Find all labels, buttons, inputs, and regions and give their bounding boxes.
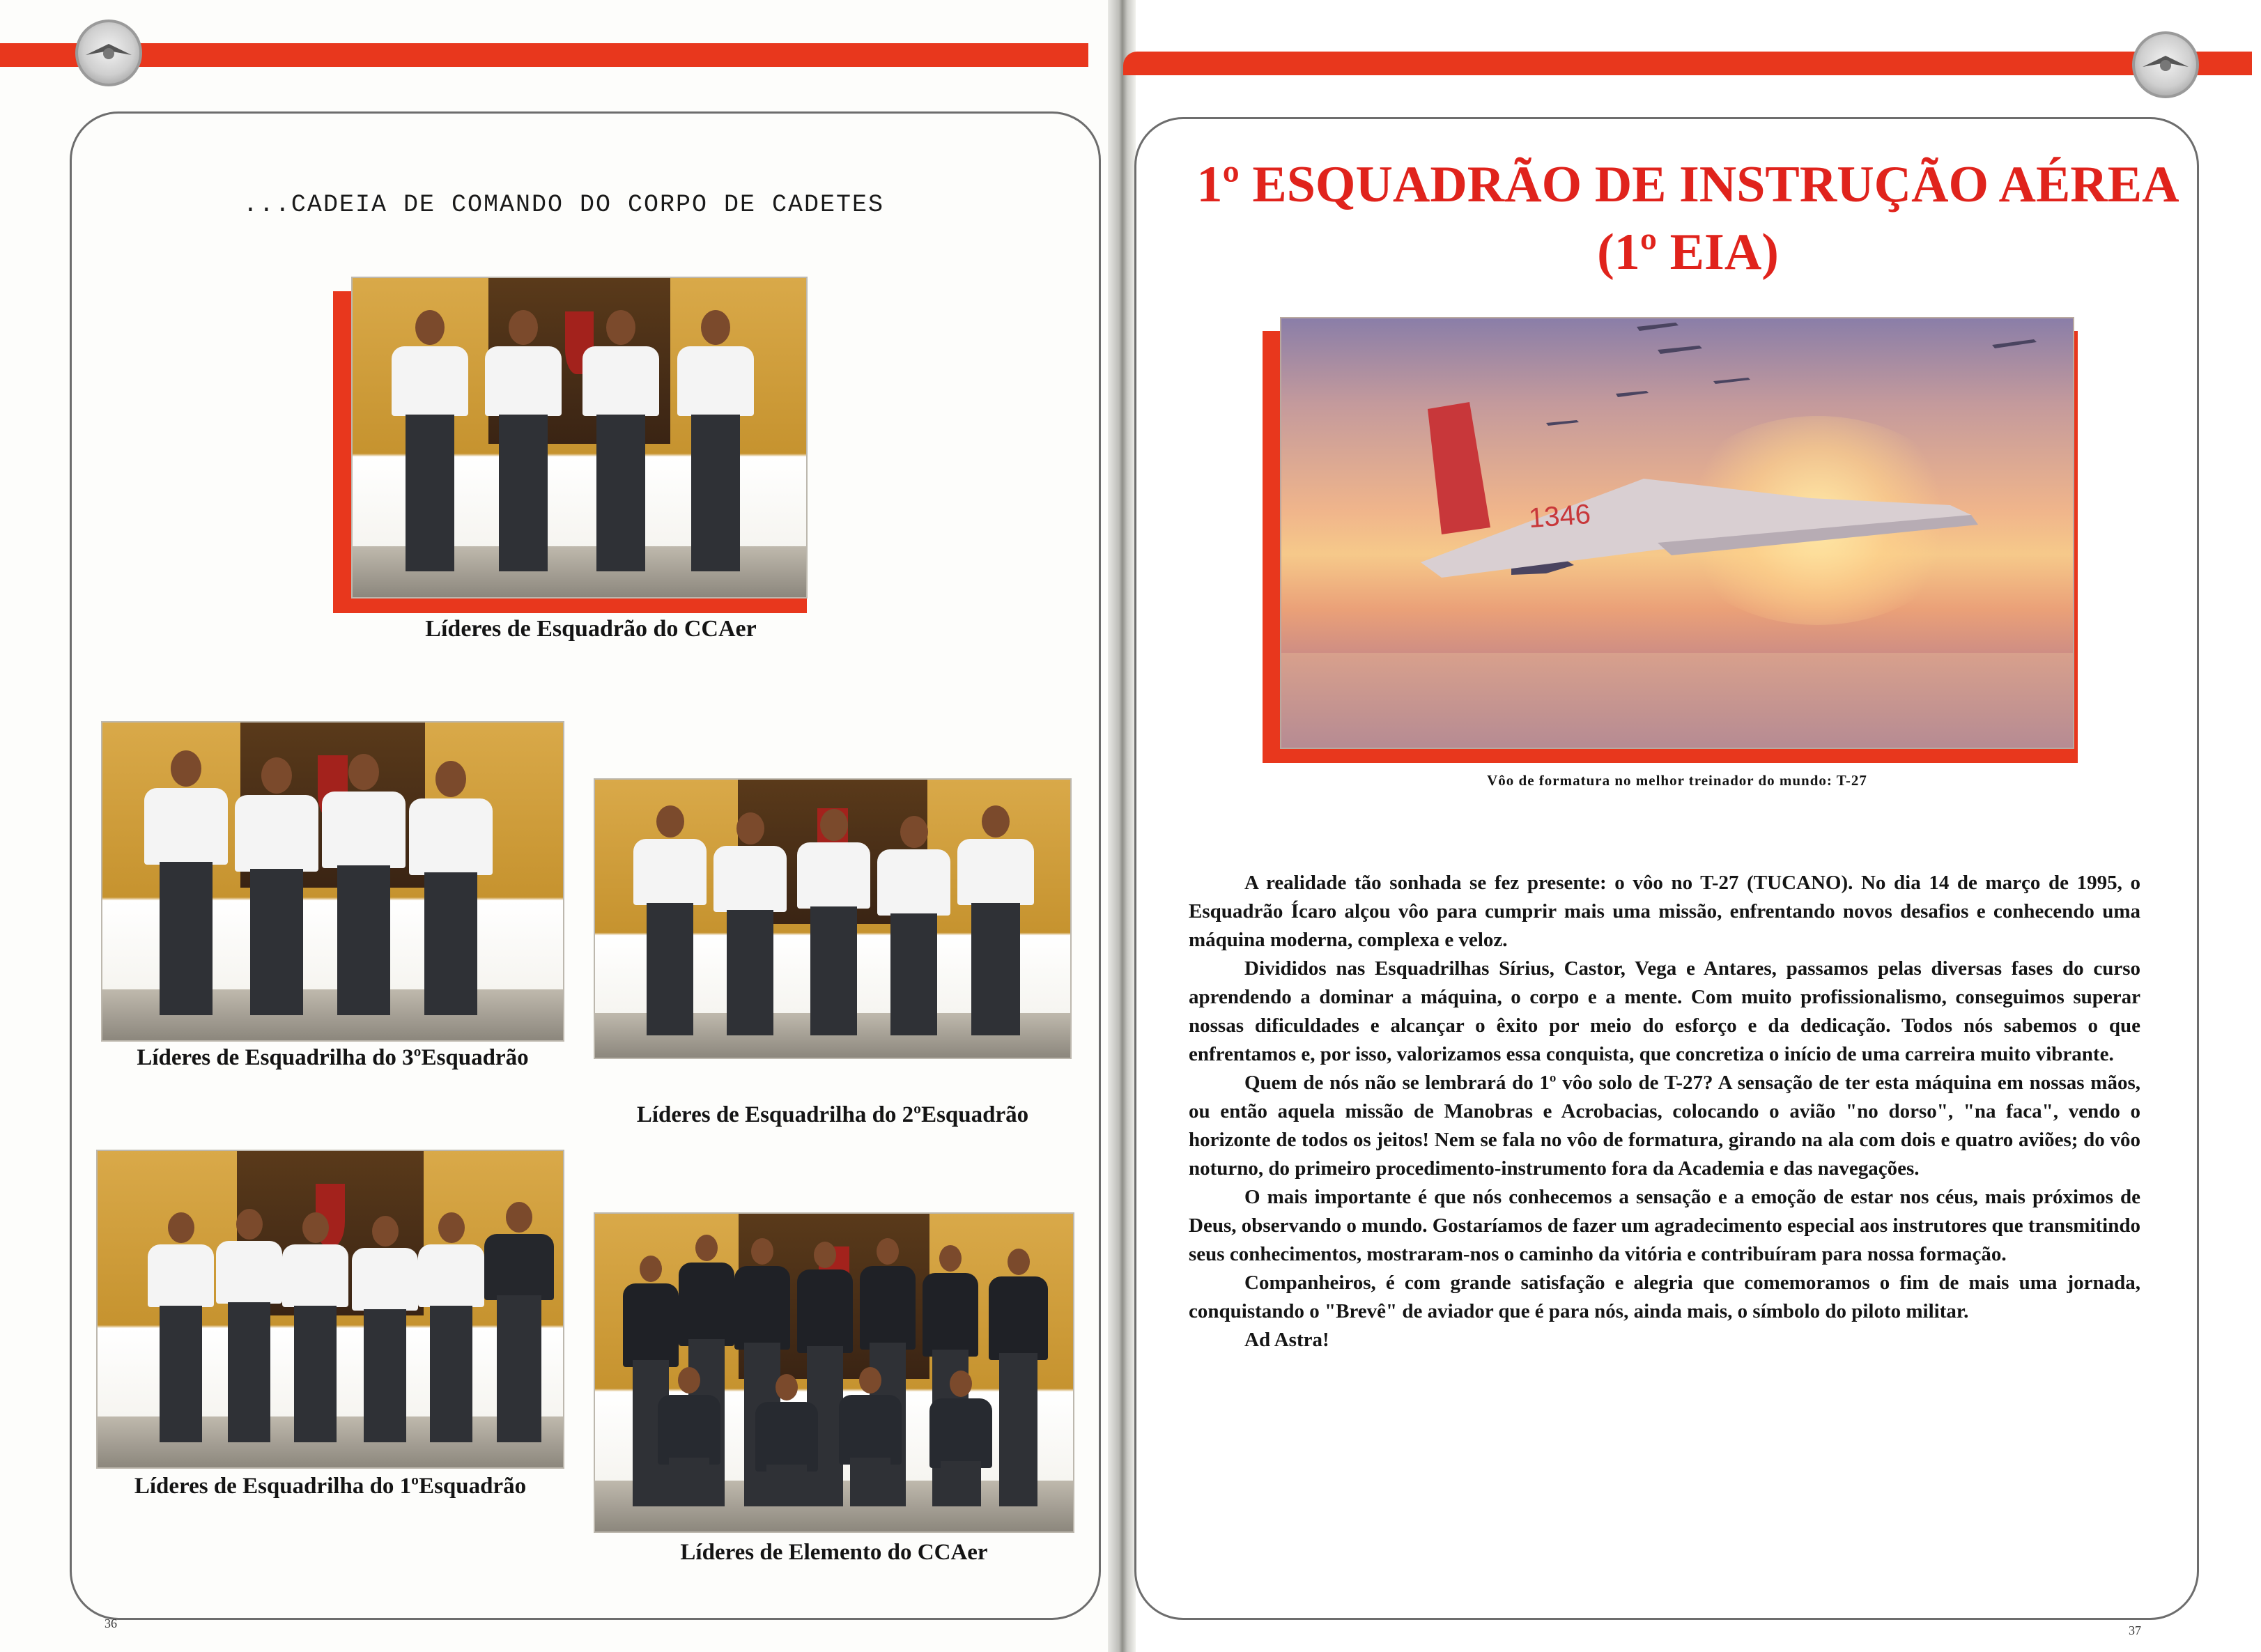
person-kneeling (839, 1367, 902, 1506)
photo-flight-leaders-2 (594, 778, 1072, 1059)
air-force-emblem-icon (2132, 31, 2199, 98)
person (418, 1212, 484, 1442)
caption-flight-leaders-1: Líderes de Esquadrilha do 1ºEsquadrão (134, 1474, 527, 1499)
caption-element-leaders: Líderes de Elemento do CCAer (680, 1540, 988, 1565)
photo-flight-leaders-3 (101, 721, 564, 1042)
person (877, 816, 950, 1035)
photo-caption: Vôo de formatura no melhor treinador do mundo: T-27 (1487, 772, 1867, 789)
person (677, 310, 754, 571)
person (485, 310, 562, 571)
caption-flight-leaders-3: Líderes de Esquadrilha do 3ºEsquadrão (137, 1045, 529, 1070)
page-title: 1º ESQUADRÃO DE INSTRUÇÃO AÉREA (1196, 156, 2179, 213)
aircraft-marking: 1346 (1527, 498, 1592, 534)
photo-squadron-leaders (351, 277, 808, 599)
person (352, 1216, 418, 1442)
caption-squadron-leaders: Líderes de Esquadrão do CCAer (425, 616, 757, 642)
person (282, 1212, 348, 1442)
paragraph: O mais importante é que nós conhecemos a sensação e a emoção de estar nos céus, mais próximos de Deus, observando o mundo. Gostaríamos de fazer um agradecimento especial aos instrutores que transmitindo seus conhecimentos, mostraram-nos o caminho da vitória e contribuíram para nossa formação. (1189, 1186, 2140, 1265)
person (216, 1209, 282, 1442)
sign-off: Ad Astra! (1244, 1329, 1329, 1351)
left-page (0, 0, 1127, 1652)
person (484, 1202, 554, 1442)
person (235, 757, 318, 1015)
paragraph: Companheiros, é com grande satisfação e alegria que comemoramos o fim de mais uma jornada, conquistando o "Brevê" de aviador que é para nós, ainda mais, o símbolo do piloto militar. (1189, 1272, 2140, 1322)
photo-flight-leaders-1 (96, 1150, 564, 1469)
photo-t27-formation (1280, 317, 2074, 749)
page-number: 36 (105, 1616, 117, 1630)
caption-flight-leaders-2: Líderes de Esquadrilha do 2ºEsquadrão (636, 1102, 1029, 1127)
body-text (1189, 869, 2140, 1354)
paragraph: Quem de nós não se lembrará do 1º vôo solo de T-27? A sensação de ter esta máquina em nossas mãos, ou então aquela missão de Manobras e Acrobacias, colocando o avião "no dorso", "na faca", vendo o horizonte de todos os jeitos! Nem se fala no vôo de formatura, girando na ala com dois e quatro aviões; do vôo noturno, do primeiro procedimento-instrumento fora da Academia e das navegações. (1189, 1072, 2140, 1180)
paragraph: A realidade tão sonhada se fez presente: o vôo no T-27 (TUCANO). No dia 14 de março de 1995, o Esquadrão Ícaro alçou vôo para cumprir mais uma missão, enfrentando novos desafios e conhecendo uma máquina moderna, complexa e veloz. (1189, 872, 2140, 951)
person (322, 754, 406, 1015)
page-subtitle: (1º EIA) (1597, 224, 1779, 281)
air-force-emblem-icon (75, 20, 142, 86)
photo-element-leaders (594, 1212, 1074, 1533)
person (409, 761, 493, 1015)
person (392, 310, 468, 571)
person-kneeling (929, 1371, 992, 1506)
person (148, 1212, 214, 1442)
person (582, 310, 659, 571)
person (957, 805, 1034, 1035)
person (144, 750, 228, 1015)
person-kneeling (755, 1374, 818, 1506)
person (633, 805, 707, 1035)
page-heading: ...CADEIA DE COMANDO DO CORPO DE CADETES (242, 191, 885, 219)
top-red-band-left (0, 43, 1088, 67)
person (989, 1249, 1048, 1506)
top-red-band-right (1123, 52, 2252, 75)
person (713, 812, 787, 1035)
paragraph: Divididos nas Esquadrilhas Sírius, Castor, Vega e Antares, passamos pelas diversas fases do curso aprendendo a dominar a máquina, o corpo e a mente. Com muito profissionalismo, conseguimos superar nossas dificuldades e alcançar o êxito por meio do esforço e da dedicação. Todos nós sabemos o que enfrentamos e, por isso, valorizamos essa conquista, que concretiza o início de uma carreira muito vibrante. (1189, 957, 2140, 1065)
person-kneeling (658, 1367, 720, 1506)
page-number: 37 (2129, 1623, 2141, 1637)
person (797, 809, 870, 1035)
